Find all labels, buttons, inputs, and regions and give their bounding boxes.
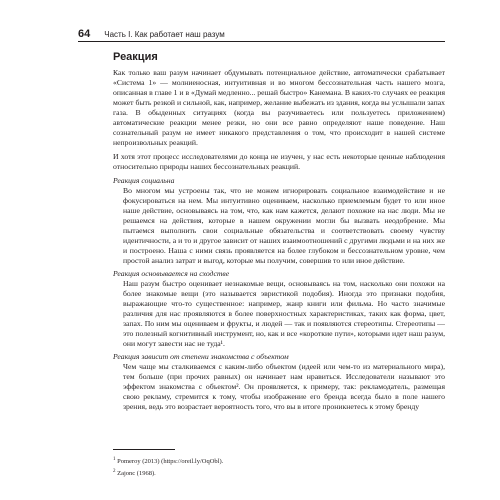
page-header [78,25,445,42]
subsection-title: Реакция основывается на сходстве [113,269,230,278]
subsection-title: Реакция социальна [113,176,175,185]
footnotes [113,455,445,479]
section-title: Реакция [113,51,158,63]
subsection-text: Чем чаще мы сталкиваемся с каким-либо объектом (идеей или чем-то из материального мира), тем больше (при прочих равных) он начинает нам нравиться. Исследователи называют это эффектом знакомства с объектом². Он проявляется, к примеру, так: рекламодатель, размещая свою рекламу, стремится к тому, чтобы изображение его бренда всегда было в поле нашего зрения, ведь это возрастает вероятность того, что вы в итоге проникнетесь к этому бренду [123,362,445,411]
subsection-text: Во многом мы устроены так, что не можем игнорировать социальное взаимодействие и не фокусироваться на нем. Мы интуитивно оцениваем, насколько приемлемым будет то или иное наше действие, основываясь на том, что, как нам кажется, делают похожие на нас люди. Мы не решаемся на действия, которые в нашем окружении могли бы вызвать неодобрение. Мы пытаемся выполнить свои социальные обязательства и соответствовать своему чувству идентичности, а и то и другое зависит от наших взаимоотношений с другими людьми и на них же и построено. Наша с ними связь проявляется на более глубоком и бессознательном уровне, чем простой анализ затрат и выгод, которые мы получим, совершив то или иное действие. [123,186,445,265]
footnote: $^1$ Pomeroy (2013) (https://oreil.ly/OqObl). [113,457,224,466]
subsection-title: Реакция зависит от степени знакомства с объектом [113,352,289,361]
page-content [113,48,445,412]
intro-paragraph: И хотя этот процесс исследователями до конца не изучен, у нас есть некоторые ценные наблюдения относительно природы наших бессознательных реакций. [113,152,445,171]
page-number: 64 [78,28,91,40]
intro-paragraph: Как только ваш разум начинает обдумывать потенциальное действие, автоматически срабатывает «Система 1» — молниеносная, интуитивная и во многом бессознательная часть нашего мозга, описанная в главе 1 и в «Думай медленно... решай быстро» Канемана. В каких-то случаях ее реакция может быть резкой и сильной, как, например, желание выбежать из здания, когда вы услышали запах газа. В обыденных ситуациях (когда вы разучиваетесь или пользуетесь приложением) автоматические реакции менее резки, но они все равно определяют наше поведение. Наш сознательный разум не имеет никакого представления о том, что происходит в нашей системе непроизвольных реакций. [113,68,445,147]
subsection-text: Наш разум быстро оценивает незнакомые вещи, основываясь на том, насколько они похожи на более знакомые вещи (это называется эвристикой подобия). Иногда это признаки подобия, выражающие что-то существенное: например, жанр книги или фильма. Но часто значимые различия для нас проявляются в более поверхностных характеристиках, таких как форма, цвет, запах. По ним мы оцениваем и фрукты, и людей — так и появляются стереотипы. Стереотипы — это полезный когнитивный инструмент, но, как и все «короткие пути», которыми идет наш разум, они могут завести нас не туда¹. [123,279,445,348]
subsection-body [113,186,445,266]
subsection-body [113,279,445,349]
footnote: $^2$ Zajonc (1968). [113,469,156,478]
running-head: Часть I. Как работает наш разум [104,30,225,39]
footnote-divider [113,449,175,450]
subsection-body [113,362,445,412]
